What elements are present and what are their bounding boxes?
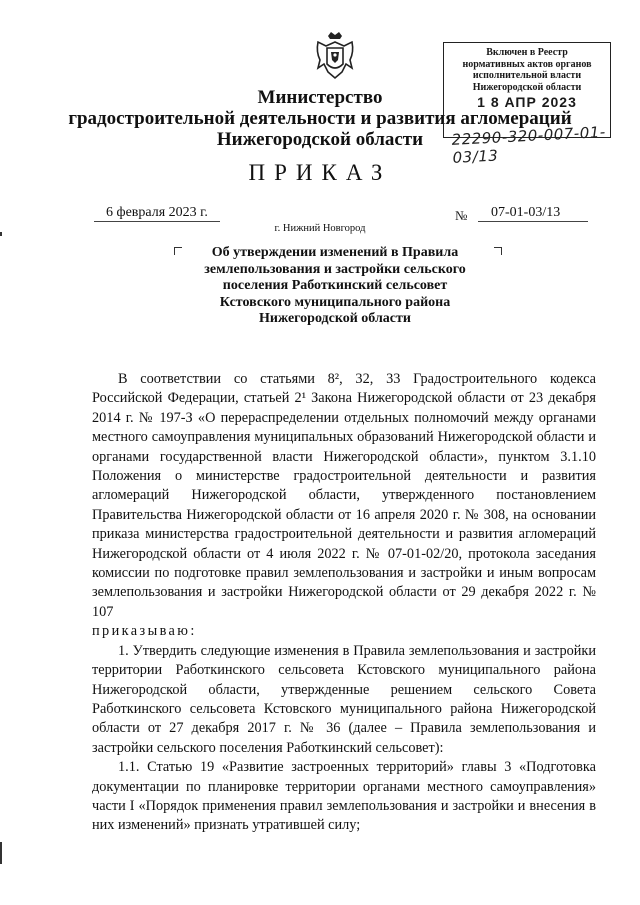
document-date: 6 февраля 2023 г.: [106, 205, 208, 220]
stamp-line-4: Нижегородской области: [472, 81, 582, 93]
subject-line-4: Кстовского муниципального района: [219, 294, 451, 310]
document-title: ПРИКАЗ: [248, 160, 392, 185]
document-body: [92, 370, 596, 836]
order-word: приказываю:: [92, 623, 197, 640]
ministry-line-2: градостроительной деятельности и развития агломераций: [68, 108, 572, 129]
number-sign: №: [455, 208, 468, 223]
coat-of-arms-emblem: [314, 30, 356, 82]
subject-line-2: землепользования и застройки сельского: [204, 261, 466, 277]
stamp-line-1: Включен в Реестр: [486, 47, 568, 58]
scan-edge-mark: [0, 842, 2, 864]
subject-corner-right: [494, 247, 502, 255]
stamp-registration-number: 22290-320-007-01-03/13: [451, 122, 607, 167]
number-underline: [478, 221, 588, 222]
stamp-line-2: нормативных актов органов: [462, 58, 592, 70]
stamp-date: 1 8 АПР 2023: [477, 94, 577, 110]
date-underline: [94, 221, 220, 222]
ministry-line-1: Министерство: [257, 87, 383, 108]
scan-edge-mark: [0, 232, 2, 236]
subject-line-3: поселения Работкинский сельсовет: [222, 278, 448, 293]
clause-1-paragraph: 1. Утвердить следующие изменения в Правила землепользования и застройки территории Работкинского сельсовета Кстовского муниципального района Нижегородской области, утвержденные решением сельского Совета Работкинского сельсовета Кстовского муниципального района Нижегородской области от 27 декабря 2017 г. № 36 (далее – Правила землепользования и застройки сельского поселения Работкинский сельсовет):: [92, 642, 596, 756]
subject-line-1: Об утверждении изменений в Правила: [211, 245, 459, 260]
clause-1-1-paragraph: 1.1. Статью 19 «Развитие застроенных территорий» главы 3 «Подготовка документации по планировке территории органами местного самоуправления» части I «Порядок применения правил землепользования и застройки и внесения в них изменений» признать утратившей силу;: [92, 759, 596, 834]
document-city: г. Нижний Новгород: [274, 223, 366, 234]
preamble-paragraph: В соответствии со статьями 8², 32, 33 Градостроительного кодекса Российской Федерации, статьей 2¹ Закона Нижегородской области от 23 декабря 2014 г. № 197-З «О перераспределении отдельных полномочий между органами местного самоуправления муниципальных образований Нижегородской области и органами государственной власти Нижегородской области», пунктом 3.1.10 Положения о министерстве градостроительной деятельности и развития агломераций Нижегородской области, утвержденного постановлением Правительства Нижегородской области от 16 апреля 2020 г. № 308, на основании приказа министерства градостроительной деятельности и развития агломераций Нижегородской области от 4 июля 2022 г. № 07-01-02/20, протокола заседания комиссии по подготовке правил землепользования и застройки и иным вопросам землепользования и застройки Нижегородской области от 29 декабря 2022 г. № 107: [92, 371, 596, 620]
ministry-line-3: Нижегородской области: [216, 129, 424, 150]
document-number: 07-01-03/13: [491, 205, 561, 220]
subject-line-5: Нижегородской области: [259, 311, 411, 326]
stamp-line-3: исполнительной власти: [472, 70, 582, 81]
document-subject: [180, 245, 490, 328]
